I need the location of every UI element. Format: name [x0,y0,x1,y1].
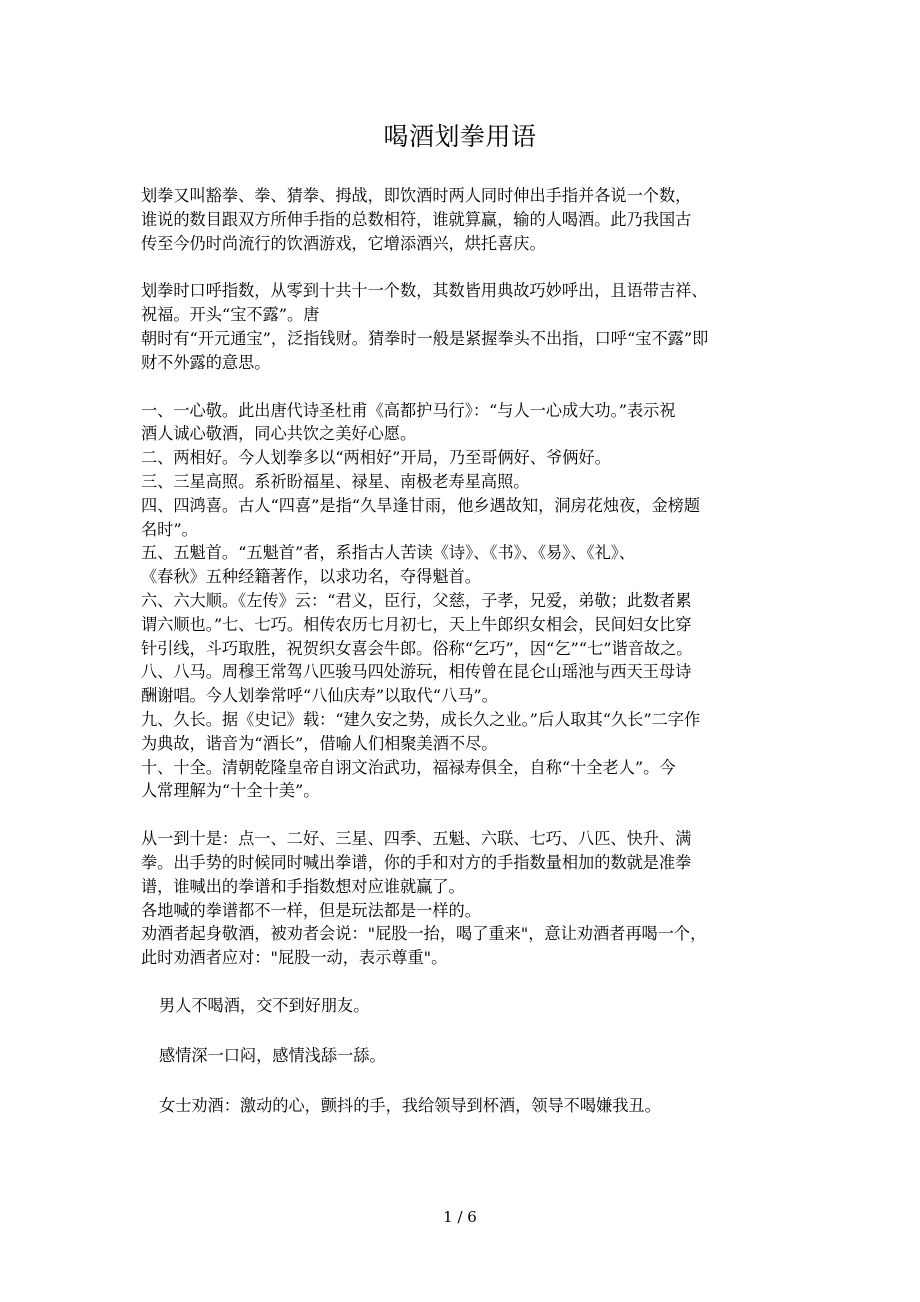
opening-paragraph [141,279,781,374]
text-line: 谱，谁喊出的拳谱和手指数想对应谁就赢了。 [141,876,465,896]
text-line: 朝时有“开元通宝”，泛指钱财。猜拳时一般是紧握拳头不出指，口呼“宝不露”即 [141,328,709,348]
text-line: 划拳又叫豁拳、拳、猜拳、拇战，即饮酒时两人同时伸出手指并各说一个数， [141,186,692,205]
numbers-list [141,399,781,804]
list-line: 三、三星高照。系祈盼福星、禄星、南极老寿星高照。 [141,471,530,491]
list-line: 为典故，谐音为“酒长”，借喻人们相聚美酒不尽。 [141,733,498,753]
list-line: 谓六顺也。”七、七巧。相传农历七月初七，天上牛郎织女相会，民间妇女比穿 [141,614,692,634]
list-line: 一、一心敬。此出唐代诗圣杜甫《高都护马行》：“与人一心成大功。”表示祝 [141,400,676,420]
text-line: 此时劝酒者应对："屁股一动，表示尊重"。 [141,948,448,968]
text-line: 谁说的数目跟双方所伸手指的总数相符，谁就算赢，输的人喝酒。此乃我国古 [141,209,692,229]
text-line: 祝福。开头“宝不露”。唐 [141,305,320,325]
list-line: 针引线，斗巧取胜，祝贺织女喜会牛郎。俗称“乞巧”，因“乞”“七”谐音故之。 [141,638,693,658]
one-to-ten-paragraph [141,827,781,970]
list-line: 八、八马。周穆王常驾八匹骏马四处游玩，相传曾在昆仑山瑶池与西天王母诗 [141,662,692,682]
intro-paragraph [141,184,781,255]
text-line: 传至今仍时尚流行的饮酒游戏，它增添酒兴，烘托喜庆。 [141,233,546,253]
saying-line: 女士劝酒：激动的心，颤抖的手，我给领导到杯酒，领导不喝嫌我丑。 [159,1095,661,1115]
list-line: 十、十全。清朝乾隆皇帝自诩文治武功，福禄寿俱全，自称“十全老人”。今 [141,757,676,777]
text-line: 从一到十是：点一、二好、三星、四季、五魁、六联、七巧、八匹、快升、满 [141,829,692,849]
text-line: 划拳时口呼指数，从零到十共十一个数，其数皆用典故巧妙呼出，且语带吉祥、 [141,281,708,301]
list-line: 酬谢唱。今人划拳常呼“八仙庆寿”以取代“八马”。 [141,686,498,706]
document-body [141,184,781,1117]
list-line: 名时”。 [141,519,198,539]
document-title: 喝酒划拳用语 [383,122,537,151]
list-line: 六、六大顺。《左传》云：“君义，臣行，父慈，子孝，兄爱，弟敬；此数者累 [141,590,692,610]
list-line: 人常理解为“十全十美”。 [141,781,320,801]
saying-line: 感情深一口闷，感情浅舔一舔。 [159,1045,386,1065]
list-line: 酒人诚心敬酒，同心共饮之美好心愿。 [141,424,417,444]
text-line: 财不外露的意思。 [141,352,271,372]
sayings-list [141,994,781,1117]
list-line: 《春秋》五种经籍著作，以求功名，夺得魁首。 [141,567,481,587]
list-line: 二、两相好。今人划拳多以“两相好”开局，乃至哥俩好、爷俩好。 [141,448,611,468]
list-line: 四、四鸿喜。古人“四喜”是指“久旱逢甘雨，他乡遇故知，洞房花烛夜，金榜题 [141,495,701,515]
list-line: 九、久长。据《史记》载：“建久安之势，成长久之业。”后人取其“久长”二字作 [141,709,701,729]
text-line: 拳。出手势的时候同时喊出拳谱，你的手和对方的手指数量相加的数就是准拳 [141,852,692,872]
page-number: 1 / 6 [443,1208,477,1226]
saying-line: 男人不喝酒，交不到好朋友。 [159,995,370,1015]
text-line: 各地喊的拳谱都不一样，但是玩法都是一样的。 [141,900,481,920]
list-line: 五、五魁首。“五魁首”者，系指古人苦读《诗》、《书》、《易》、《礼》、 [141,543,636,563]
text-line: 劝酒者起身敬酒，被劝者会说："屁股一抬，喝了重来"，意让劝酒者再喝一个， [141,924,707,944]
